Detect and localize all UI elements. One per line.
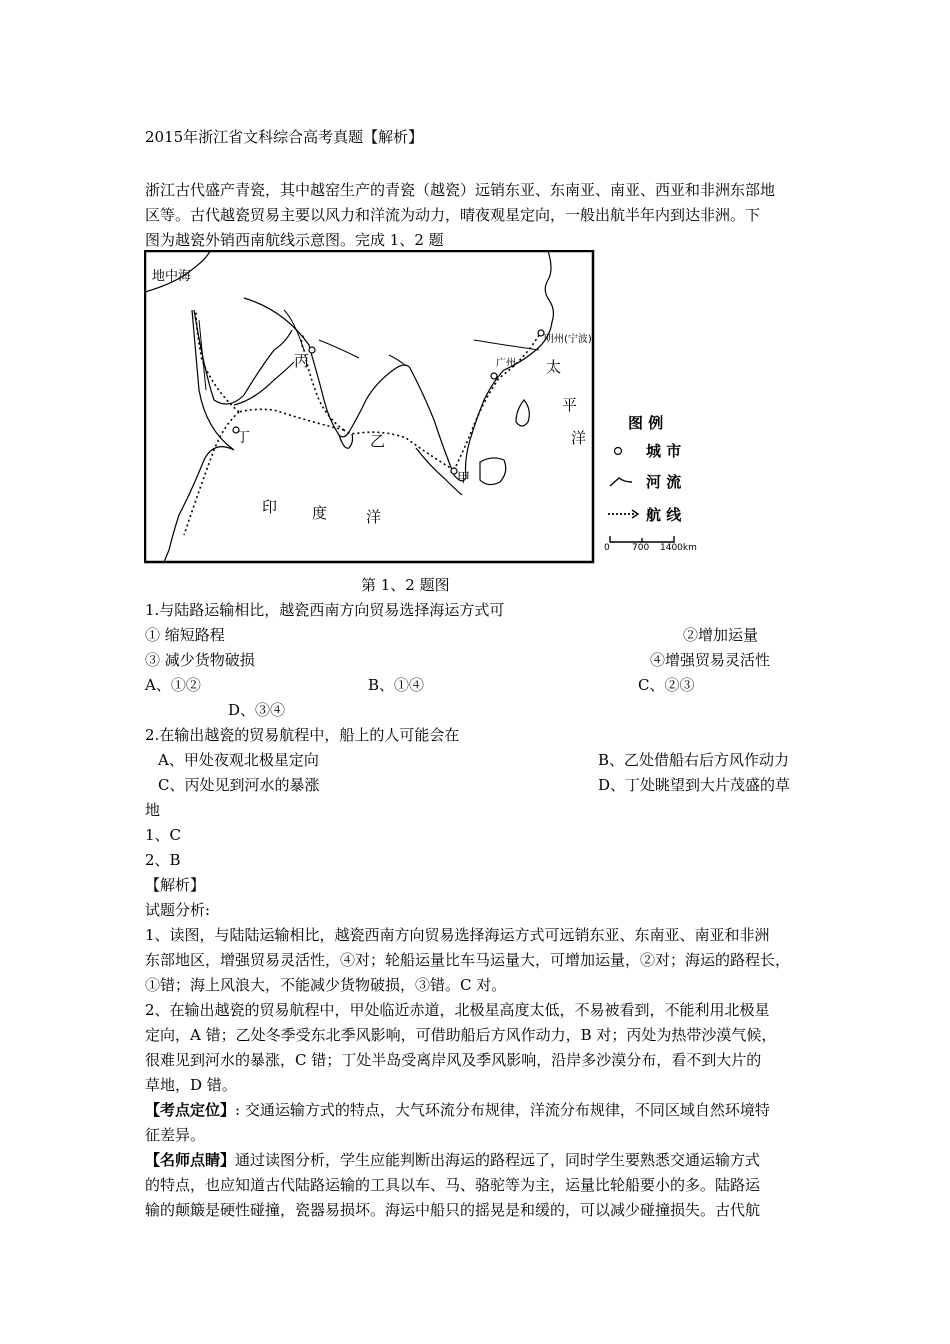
label-mediterranean: 地中海 [152, 269, 192, 284]
q1-choice-b: B、①④ [368, 676, 425, 694]
label-pacific-2: 平 [562, 396, 578, 414]
intro-line-3: 图为越瓷外销西南航线示意图。完成 1、2 题 [145, 231, 444, 249]
q1-choice-c: C、②③ [638, 676, 695, 694]
analysis-line-6: 很难见到河水的暴涨，C 错；丁处半岛受离岸风及季风影响，沿岸多沙漠分布，看不到大片的 [145, 1051, 762, 1069]
scale-0: 0 [604, 543, 610, 553]
city-guangzhou [491, 373, 497, 379]
analysis-line-5: 定向，A 错；乙处冬季受东北季风影响，可借助船后方风作动力，B 对；丙处为热带沙漠气候， [145, 1026, 777, 1044]
q2-choice-a: A、甲处夜观北极星定向 [158, 751, 319, 769]
kaodian-line [145, 1100, 770, 1120]
label-guangzhou: 广州 [496, 358, 516, 369]
label-indian-ocean-2: 度 [312, 504, 328, 522]
mingshi-text: 通过读图分析，学生应能判断出海运的路程远了，同时学生要熟悉交通运输方式 [235, 1151, 761, 1169]
map-legend [604, 414, 697, 553]
scale-bar [610, 536, 674, 542]
scale-1400: 1400km [660, 543, 697, 553]
label-jia: 甲 [457, 471, 471, 486]
label-mingzhou: 明州(宁波) [544, 334, 592, 345]
kaodian-text: : 交通运输方式的特点，大气环流分布规律，洋流分布规律，不同区域自然环境特 [235, 1101, 770, 1119]
analysis-line-2: 东部地区，增强贸易灵活性，④对；轮船运量比车马运量大，可增加运量，②对；海运的路程长， [145, 951, 791, 969]
analysis-line-3: ①错；海上风浪大，不能减少货物破损，③错。C 对。 [145, 976, 507, 994]
intro-line-2: 区等。古代越瓷贸易主要以风力和洋流为动力，晴夜观星定向，一般出航半年内到达非洲。下 [145, 206, 761, 224]
legend-river: 河 流 [646, 473, 682, 491]
document-title: 2015年浙江省文科综合高考真题【解析】 [145, 128, 424, 146]
analysis-line-1: 1、读图，与陆陆运输相比，越瓷西南方向贸易选择海运方式可远销东亚、东南亚、南亚和非洲 [145, 926, 770, 944]
mingshi-label: 【名师点睛】 [145, 1151, 236, 1169]
route-map [144, 250, 714, 565]
legend-route: 航 线 [646, 506, 682, 524]
q2-choice-c: C、丙处见到河水的暴涨 [158, 776, 320, 794]
q1-option-1: ① 缩短路程 [145, 626, 225, 644]
q1-option-4: ④增强贸易灵活性 [650, 651, 771, 669]
label-yi: 乙 [370, 432, 386, 450]
label-pacific-3: 洋 [571, 429, 587, 447]
q2-choice-d-cont: 地 [145, 801, 161, 819]
label-ding: 丁 [236, 430, 250, 446]
label-bing: 丙 [294, 352, 310, 370]
q2-choice-d: D、丁处眺望到大片茂盛的草 [598, 776, 791, 794]
mingshi-line-2: 的特点，也应知道古代陆路运输的工具以车、马、骆驼等为主，运量比轮船要小的多。陆路运 [145, 1176, 761, 1194]
legend-title: 图 例 [628, 414, 664, 432]
answer-1: 1、C [145, 826, 182, 844]
legend-city-icon [615, 448, 622, 455]
q2-stem: 2.在输出越瓷的贸易航程中，船上的人可能会在 [145, 726, 460, 744]
answer-2: 2、B [145, 851, 181, 869]
intro-line-1: 浙江古代盛产青瓷，其中越窑生产的青瓷（越瓷）远销东亚、东南亚、南亚、西亚和非洲东部地 [145, 181, 776, 199]
kaodian-label: 【考点定位】 [145, 1101, 236, 1119]
analysis-line-4: 2、在输出越瓷的贸易航程中，甲处临近赤道，北极星高度太低，不易被看到，不能利用北极星 [145, 1001, 770, 1019]
analysis-heading: 【解析】 [145, 876, 206, 894]
q1-stem: 1.与陆路运输相比，越瓷西南方向贸易选择海运方式可 [145, 601, 505, 619]
q1-choice-d: D、③④ [228, 701, 286, 719]
label-indian-ocean-3: 洋 [366, 508, 382, 526]
analysis-subheading: 试题分析: [145, 901, 211, 919]
kaodian-cont: 征差异。 [145, 1126, 206, 1144]
q1-option-3: ③ 减少货物破损 [145, 651, 255, 669]
label-indian-ocean-1: 印 [262, 498, 278, 516]
analysis-line-7: 草地，D 错。 [145, 1076, 237, 1094]
map-caption: 第 1、2 题图 [361, 576, 450, 594]
mingshi-line-3: 输的颠簸是硬性碰撞，瓷器易损坏。海运中船只的摇晃是和缓的，可以减少碰撞损失。古代航 [145, 1201, 761, 1219]
legend-river-icon [610, 478, 632, 486]
label-pacific-1: 太 [546, 358, 562, 376]
q2-choice-b: B、乙处借船右后方风作动力 [598, 751, 790, 769]
city-bing [309, 347, 315, 353]
mingshi-line [145, 1150, 760, 1170]
scale-700: 700 [632, 543, 650, 553]
q1-choice-a: A、①② [145, 676, 201, 694]
q1-option-2: ②增加运量 [683, 626, 759, 644]
legend-city: 城 市 [646, 442, 682, 460]
